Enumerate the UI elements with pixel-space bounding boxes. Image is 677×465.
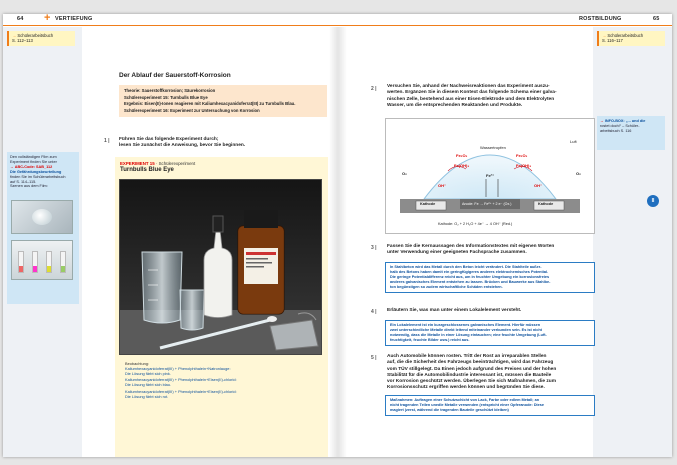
answer-line: feuchtigkeit, feuchte Bilder usw.) reicht aus. — [390, 337, 470, 342]
task-5-line: Auch Automobile können rosten. Tritt der Rost an irreparablen Stellen — [387, 354, 547, 359]
answer-line: In Stahlbeton wird das Metall durch den Beton leicht verändert. Die Stahlteile außer- — [390, 265, 542, 269]
task-3-answer — [385, 262, 595, 293]
diagram-oh-right: OH⁻ — [534, 183, 543, 188]
task-number: 1 | — [104, 138, 110, 144]
diagram-fe2-ion: Fe²⁺ — [486, 173, 495, 178]
plus-icon: + — [44, 14, 51, 24]
diagram-cathode-right: Kathode — [538, 202, 554, 206]
theory-line: Schülerexperiment 16: Experiment zur Untersuchung von Korrosion — [124, 107, 260, 113]
book-gutter — [329, 27, 347, 457]
task-1-line1: Führen Sie das folgende Experiment durch; — [119, 137, 219, 142]
info-box-right — [597, 116, 665, 150]
left-ref-line1: Schülerarbeitsbuch — [17, 33, 54, 38]
diagram-o2-right: O₂ — [576, 171, 581, 176]
answer-line: notwendig, dass die Metalle in einer Lösung eintauchen; eine feuchte Umgebung (Luft- — [390, 332, 547, 337]
diagram-feooh-right: Fe(OH)₃ — [516, 163, 532, 168]
film-still-2 — [11, 240, 73, 280]
observation-line: Die Lösung färbt sich rot. — [125, 393, 169, 399]
answer-line: halb des Betons haben damit ein geringfügigeres anderes elektrochemisches Potential. — [390, 269, 549, 274]
experiment-photo — [119, 179, 322, 355]
task-2-line: werten. Ergänzen Sie in diesem Kontext das folgende Schema einer galva- — [387, 90, 557, 96]
answer-line: ton begünstigen so zudem wirtschaftliche Schäden entstehen. — [390, 284, 503, 289]
task-3-line2: unter Verwendung einer geeigneten Fachsprache zusammen. — [387, 250, 527, 256]
experiment-title: Turnbulls Blue Eye — [120, 167, 174, 173]
arrow-icon: → — [602, 33, 608, 38]
task-5-line: Korrosionsschutz ergriffen werden können und begründen Sie diese. — [387, 385, 545, 391]
right-ref-line2: S. 116–117 — [602, 38, 623, 44]
observation-line: Die Lösung färbt sich blau. — [125, 382, 172, 388]
answer-line: zwei unterschiedliche Metalle direkt leitend miteinander verbunden sein. Es ist nicht — [390, 327, 542, 332]
observation-block — [125, 362, 325, 400]
film-info-line2: Experiment finden Sie unter — [10, 159, 57, 164]
diagram-cathode-equation: Kathode: O₂ + 2 H₂O + 4e⁻ → 4 OH⁻ (Red.) — [438, 222, 513, 226]
diagram-oh-left: OH⁻ — [438, 183, 447, 188]
observation-line: Kaliumhexacyanidoferrat(III) + Phenolphthalein+Eisen(II)-chlorid: — [125, 377, 237, 383]
task-2-line: Versuchen Sie, anhand der Nachweisreaktionen das Experiment auszu- — [387, 84, 550, 89]
corrosion-diagram — [385, 118, 595, 234]
task-2-line: nischen Zelle, bestehend aus einer Eisen-Elektrode und dem Elektrolyten — [387, 96, 555, 102]
left-reference-box — [7, 31, 75, 46]
film-still-1 — [11, 200, 73, 234]
film-info-line4: finden Sie im Schülerarbeitsbuch — [10, 174, 66, 179]
task-1-line2: lesen Sie zunächst die Anweisung, bevor Sie beginnen. — [119, 143, 246, 149]
diagram-fe2o3-right: Fe₂O₃ — [516, 153, 528, 158]
task-4-line1: Erläutern Sie, was man unter einem Lokalelement versteht. — [387, 308, 522, 313]
observation-label: Beobachtung: — [125, 361, 150, 366]
answer-line: magiert (zerst, während die tragenden Bauteile geschützt bleiben) — [390, 407, 509, 412]
diagram-fe2o3-left: Fe₂O₃ — [456, 153, 468, 158]
task-5-line: vom TÜV stillgelegt. Da Einen jedoch aufgrund des Preises und der hohen — [387, 366, 557, 372]
film-info-box — [7, 152, 79, 304]
webcode-link[interactable]: → ABC-Code: SAB_112 — [10, 164, 53, 169]
book-spread — [3, 14, 672, 457]
task-5-line: auf, die die Sicherheit des Fahrzeugs beeinträchtigen, wird das Fahrzeug — [387, 360, 554, 366]
right-page-number: 65 — [653, 16, 660, 22]
page-header — [3, 14, 672, 26]
task-4-text — [387, 308, 597, 314]
task-5-line: vor Korrosion geschützt werden. Überlegen Sie sich Maßnahmen, die zum — [387, 379, 556, 385]
arrow-icon: → — [600, 119, 605, 123]
page-title: Der Ablauf der Sauerstoff-Korrosion — [119, 72, 231, 79]
diagram-o2-left: O₂ — [402, 171, 407, 176]
task-3-text — [387, 244, 597, 257]
left-running-title: VERTIEFUNG — [55, 16, 93, 22]
film-info-line6: Szenen aus dem Film: — [10, 184, 48, 189]
lab-equipment-illustration — [120, 180, 322, 355]
right-ref-line1: Schülerarbeitsbuch — [607, 33, 644, 38]
diagram-air-label: Luft — [570, 139, 577, 144]
info-right-line2: rostet doch!“ – Schüler- — [600, 123, 640, 128]
right-reference-box — [597, 31, 665, 46]
chapter-tab-marker[interactable]: II — [647, 195, 659, 207]
task-1-text — [119, 137, 245, 150]
diagram-feooh-left: Fe(OH)₃ — [454, 163, 470, 168]
theory-box — [119, 85, 327, 117]
theory-line: Schülerexperiment 15: Turnbulls Blue Eye — [124, 94, 208, 100]
arrow-icon: → — [12, 33, 18, 38]
task-3-line1: Fassen Sie die Kernaussagen des Informationstextes mit eigenen Worten — [387, 244, 555, 249]
diagram-water-drop-label: Wassertropfen — [480, 145, 506, 150]
observation-line: Die Lösung färbt sich pink. — [125, 370, 171, 376]
task-4-answer — [385, 320, 595, 346]
answer-line: Die geringe Potentialdifferenz reicht aus, um in feuchter Umgebung ein korrosionsfreies — [390, 274, 550, 279]
film-info-line3: Die Gefährdungsbeurteilung — [10, 169, 62, 174]
left-page-number: 64 — [17, 16, 24, 22]
task-number: 5 | — [371, 355, 377, 361]
task-number: 3 | — [371, 245, 377, 251]
task-2-text — [387, 84, 591, 109]
answer-line: Maßnahmen: Auftragen einer Schutzschicht von Lack, Farbe oder edlem Metall; an — [390, 398, 540, 402]
left-ref-line2: S. 112–113 — [12, 38, 33, 44]
answer-line: nicht tragenden Teilen unedle Metalle verwenden (entspricht einer Opferanode: Diese — [390, 402, 544, 407]
task-5-text — [387, 354, 597, 392]
theory-line: Theorie: Sauerstoffkorrosion; Säurekorrosion — [124, 88, 216, 93]
film-info-line1: Den vollständigen Film zum — [10, 155, 57, 159]
task-number: 4 | — [371, 309, 377, 315]
info-right-line1: INFO-BOX: „... und die — [604, 119, 646, 123]
diagram-anode-equation: Anode: Fe → Fe²⁺ + 2 e⁻ (Ox.) — [462, 202, 512, 206]
task-5-line: Stabilität für die Automobilindustrie interessant ist, müssen die Bauteile — [387, 372, 552, 378]
observation-line: Kaliumhexacyanidoferrat(III) + Phenolphthalein+Natronlauge: — [125, 365, 231, 371]
answer-line: anderes galvanisches Element entstehen zu lassen. Brücken und Bauwerke aus Stahlbe- — [390, 279, 551, 284]
info-right-line3: arbeitsbuch S. 116 — [600, 128, 632, 133]
task-2-line: Wasser, um die entsprechenden Reaktanden und Produkte. — [387, 102, 523, 108]
right-running-title: ROSTBILDUNG — [579, 16, 622, 22]
film-info-line5: auf S. 114–115. — [10, 179, 37, 184]
theory-line: Ergebnis: Eisen(II)-Ionen reagieren mit Kaliumhexacyanidoferrat(III) zu Turnbulls Blau. — [124, 101, 296, 107]
task-number: 2 | — [371, 86, 377, 92]
diagram-cathode-left: Kathode — [420, 202, 436, 206]
observation-line: Kaliumhexacyanidoferrat(III) + Phenolphthalein+Eisen(II)-chlorid: — [125, 388, 237, 394]
answer-line: Ein Lokalelement ist ein kurzgeschlossenes galvanisches Element. Hierfür müssen — [390, 323, 541, 327]
task-5-answer — [385, 395, 595, 416]
right-margin-column — [593, 27, 672, 457]
experiment-label: EXPERIMENT 15 · Schülerexperiment — [120, 161, 196, 166]
